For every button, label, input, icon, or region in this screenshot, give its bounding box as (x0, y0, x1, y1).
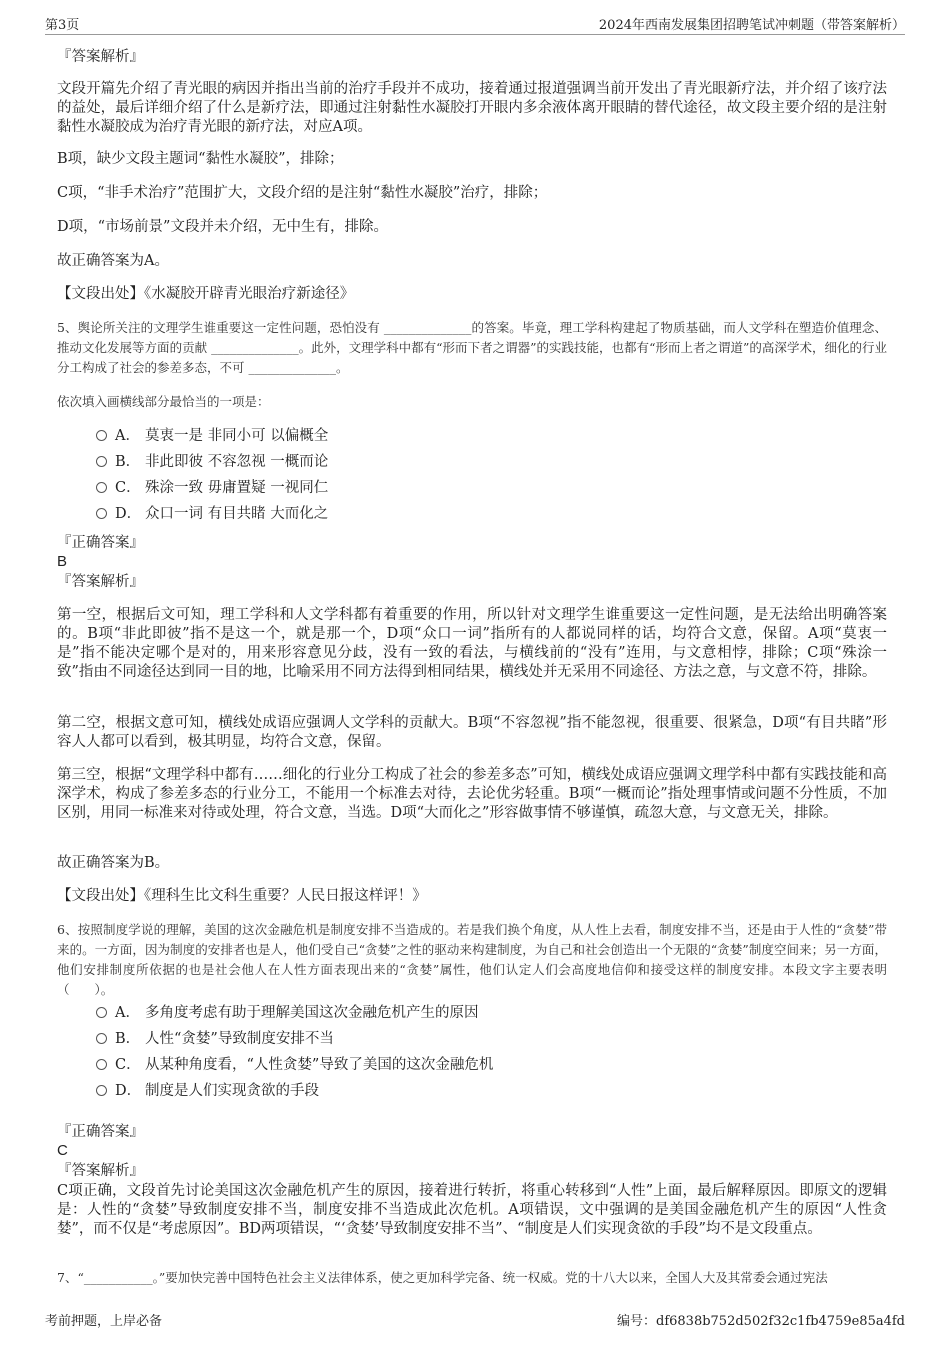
q6-correct-answer: C (57, 1142, 68, 1159)
q5-option-c[interactable]: C． 殊涂一致 毋庸置疑 一视同仁 (96, 478, 328, 498)
q6-correct-label: 『正确答案』 (57, 1124, 144, 1140)
radio-button-icon[interactable] (96, 456, 107, 467)
q6-stem: 6、按照制度学说的理解，美国的这次金融危机是制度安排不当造成的。若是我们换个角度，从人性上去看，制度安排不当，还是由于人性的“贪婪”带来的。一方面，因为制度的安排者也是人，他们受自己“贪婪”之性的驱动来构建制度，为自己和社会创造出一个无限的“贪婪”制度空间来；另一方面，他们安排制度所依据的也是社会他人在人性方面表现出来的“贪婪”属性，他们认定人们会高度地信仰和接受这样的制度安排。本段文字主要表明（ ）。 (57, 922, 887, 997)
radio-button-icon[interactable] (96, 508, 107, 519)
radio-button-icon[interactable] (96, 1059, 107, 1070)
document-title: 2024年西南发展集团招聘笔试冲刺题（带答案解析） (598, 18, 905, 33)
q5-option-b[interactable]: B． 非此即彼 不容忽视 一概而论 (96, 452, 328, 472)
document-id: 编号：df6838b752d502f32c1fb4759e85a4fd (617, 1314, 905, 1329)
q5-analysis-conclusion: 故正确答案为B。 (57, 855, 170, 871)
footer-slogan: 考前押题，上岸必备 (45, 1314, 163, 1329)
q6-option-a[interactable]: A． 多角度考虑有助于理解美国这次金融危机产生的原因 (96, 1003, 479, 1023)
q6-analysis-label: 『答案解析』 (57, 1163, 144, 1179)
q4-analysis-para3: C项，“非手术治疗”范围扩大，文段介绍的是注射“黏性水凝胶”治疗，排除； (57, 185, 548, 201)
q5-stem: 5、舆论所关注的文理学生谁重要这一定性问题，恐怕没有 ______________的答案。毕竟，理工学科构建起了物质基础，而人文学科在塑造价值理念、推动文化发展等方面的贡献 ______________。此外，文理学科中都有“形而下者之谓器”的实践技能，也都有“形而上者之谓道”的高深学术，细化的行业分工构成了社会的参差多态，不可 ______________。 (57, 320, 887, 375)
page-number: 第3页 (45, 18, 80, 33)
radio-button-icon[interactable] (96, 1085, 107, 1096)
q5-analysis-label: 『答案解析』 (57, 574, 144, 590)
radio-button-icon[interactable] (96, 1007, 107, 1018)
q4-source: 【文段出处】《水凝胶开辟青光眼治疗新途径》 (57, 286, 355, 302)
q5-option-a[interactable]: A． 莫衷一是 非同小可 以偏概全 (96, 426, 328, 446)
q5-analysis-para3: 第三空，根据“文理学科中都有……细化的行业分工构成了社会的参差多态”可知，横线处成语应强调文理学科中都有实践技能和高深学术，构成了参差多态的行业分工，不能用一个标准去对待，去论优劣轻重。B项“一概而论”指处理事情或问题不分性质，不加区别，用同一标准来对待或处理，符合文意，当选。D项“大而化之”形容做事情不够谨慎，疏忽大意，与文意无关，排除。 (57, 767, 887, 821)
q6-option-d[interactable]: D． 制度是人们实现贪欲的手段 (96, 1081, 319, 1101)
radio-button-icon[interactable] (96, 1033, 107, 1044)
q5-correct-label: 『正确答案』 (57, 535, 144, 551)
q4-analysis-para4: D项，“市场前景”文段并未介绍，无中生有，排除。 (57, 219, 388, 235)
q6-option-b[interactable]: B． 人性“贪婪”导致制度安排不当 (96, 1029, 334, 1049)
q4-analysis-para1: 文段开篇先介绍了青光眼的病因并指出当前的治疗手段并不成功，接着通过报道强调当前开发出了青光眼新疗法，并介绍了该疗法的益处，最后详细介绍了什么是新疗法，即通过注射黏性水凝胶打开眼内多余液体离开眼睛的替代途径，故文段主要介绍的是注射黏性水凝胶成为治疗青光眼的新疗法，对应A项。 (57, 81, 887, 135)
q5-prompt: 依次填入画横线部分最恰当的一项是： (57, 394, 270, 409)
q4-analysis-conclusion: 故正确答案为A。 (57, 253, 169, 269)
q5-correct-answer: B (57, 553, 68, 570)
radio-button-icon[interactable] (96, 482, 107, 493)
q6-option-c[interactable]: C． 从某种角度看，“人性贪婪”导致了美国的这次金融危机 (96, 1055, 493, 1075)
q4-analysis-para2: B项，缺少文段主题词“黏性水凝胶”，排除； (57, 151, 344, 167)
radio-button-icon[interactable] (96, 430, 107, 441)
q7-stem: 7、“___________。”要加快完善中国特色社会主义法律体系，使之更加科学完备、统一权威。党的十八大以来，全国人大及其常委会通过宪法 (57, 1270, 828, 1285)
q6-analysis-para1: C项正确，文段首先讨论美国这次金融危机产生的原因，接着进行转折，将重心转移到“人性”上面，最后解释原因。即原文的逻辑是：人性的“贪婪”导致制度安排不当，制度安排不当造成此次危机。A项错误，文中强调的是美国金融危机产生的原因“人性贪婪”，而不仅是“考虑原因”。BD两项错误，“‘贪婪’导致制度安排不当”、“制度是人们实现贪欲的手段”均不是文段重点。 (57, 1183, 887, 1237)
q5-analysis-para1: 第一空，根据后文可知，理工学科和人文学科都有着重要的作用，所以针对文理学生谁重要这一定性问题，是无法给出明确答案的。B项“非此即彼”指不是这一个，就是那一个，D项“众口一词”指所有的人都说同样的话，均符合文意，保留。A项“莫衷一是”指不能决定哪个是对的，用来形容意见分歧，没有一致的看法，与横线前的“没有”连用，与文意相悖，排除；C项“殊涂一致”指由不同途径达到同一目的地，比喻采用不同方法得到相同结果，横线处并无采用不同途径、方法之意，与文意不符，排除。 (57, 607, 887, 680)
page-header (45, 12, 905, 35)
q5-analysis-para2: 第二空，根据文意可知，横线处成语应强调人文学科的贡献大。B项“不容忽视”指不能忽视，很重要、很紧急，D项“有目共睹”形容人人都可以看到，极其明显，均符合文意，保留。 (57, 715, 887, 750)
q5-option-d[interactable]: D． 众口一词 有目共睹 大而化之 (96, 504, 328, 524)
q5-source: 【文段出处】《理科生比文科生重要？人民日报这样评！》 (57, 888, 427, 904)
q4-analysis-label: 『答案解析』 (57, 49, 144, 65)
